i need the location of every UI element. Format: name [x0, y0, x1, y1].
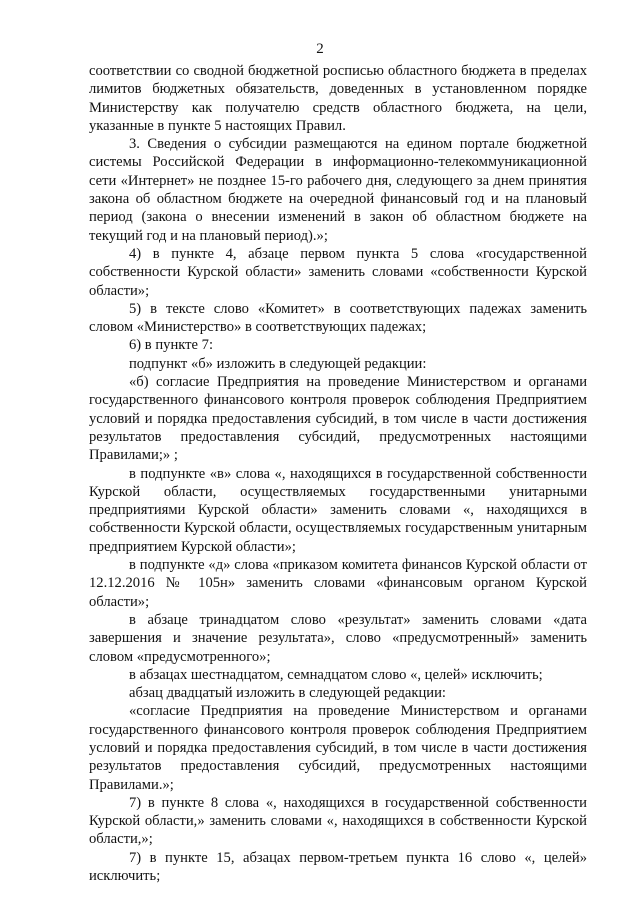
paragraph-12: абзац двадцатый изложить в следующей редакции:: [129, 685, 446, 702]
paragraph-11: в абзацах шестнадцатом, семнадцатом слово «, целей» исключить;: [129, 666, 543, 683]
paragraph-7: «б) согласие Предприятия на проведение Министерством и органами государственного финансового контроля проверок соблюдения Предприятием условий и порядка предоставления субсидий, в том числе в части достижения результатов предоставления субсидий, предусмотренных настоящими Правилами;» ;: [89, 374, 587, 464]
paragraph-8: в подпункте «в» слова «, находящихся в государственной собственности Курской области, осуществляемых государственными унитарными предприятиями Курской области» заменить словами «, находящихся в собственности Курской области, осуществляемых государственным унитарным предприятием Курской области»;: [89, 465, 587, 555]
paragraph-6: подпункт «б» изложить в следующей редакции:: [129, 355, 427, 372]
paragraph-2: 3. Сведения о субсидии размещаются на едином портале бюджетной системы Российской Федерации в информационно-телекоммуникационной сети «Интернет» не позднее 15-го рабочего дня, следующего за днем принятия закона об областном бюджете на очередной финансовый год и на плановый период (закона о внесении изменений в закон об областном бюджете на текущий год и на плановый период).»;: [89, 136, 587, 244]
paragraph-5: 6) в пункте 7:: [129, 337, 214, 354]
paragraph-15: 7) в пункте 15, абзацах первом-третьем пункта 16 слово «, целей» исключить;: [89, 849, 587, 885]
paragraph-13: «согласие Предприятия на проведение Министерством и органами государственного финансового контроля проверок соблюдения Предприятием условий и порядка предоставления субсидий, в том числе в части достижения результатов предоставления субсидий, предусмотренных настоящими Правилами.»;: [89, 703, 587, 793]
document-body: [89, 62, 587, 885]
page-number: 2: [316, 41, 324, 57]
paragraph-9: в подпункте «д» слова «приказом комитета финансов Курской области от 12.12.2016 № 105н» заменить словами «финансовым органом Курской области»;: [89, 557, 587, 610]
paragraph-3: 4) в пункте 4, абзаце первом пункта 5 слова «государственной собственности Курской области» заменить словами «собственности Курской области»;: [89, 245, 587, 299]
paragraph-10: в абзаце тринадцатом слово «результат» заменить словами «дата завершения и значение результата», слово «предусмотренный» заменить словом «предусмотренного»;: [89, 611, 587, 665]
paragraph-4: 5) в тексте слово «Комитет» в соответствующих падежах заменить словом «Министерство» в соответствующих падежах;: [89, 300, 587, 336]
paragraph-14: 7) в пункте 8 слова «, находящихся в государственной собственности Курской области,» заменить словами «, находящихся в собственности Курской области,»;: [89, 794, 587, 848]
paragraph-1: соответствии со сводной бюджетной росписью областного бюджета в пределах лимитов бюджетных обязательств, доведенных в установленном порядке Министерству как получателю средств областного бюджета, на цели, указанные в пункте 5 настоящих Правил.: [89, 63, 587, 134]
